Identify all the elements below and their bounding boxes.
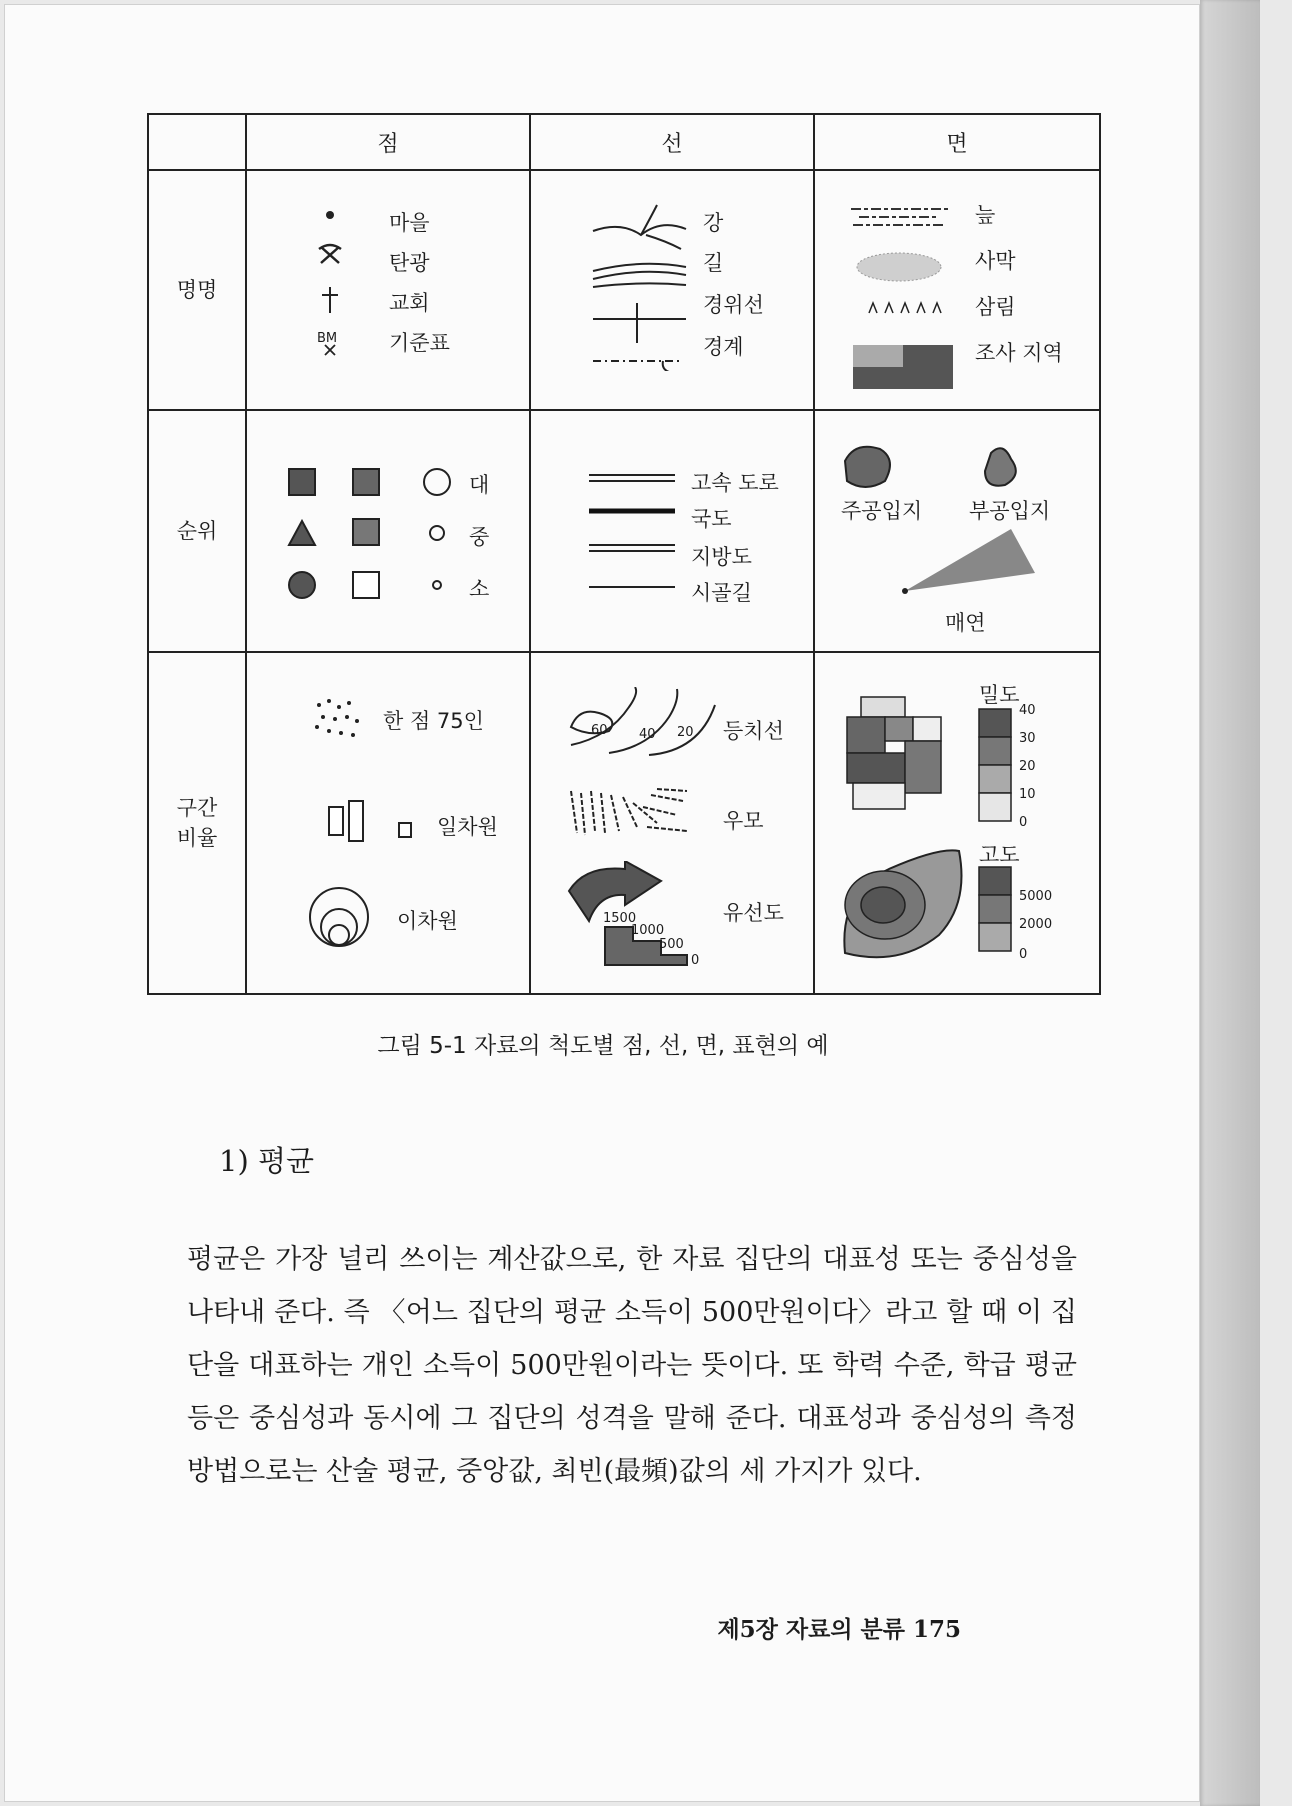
density-tick-10: 10 bbox=[1019, 787, 1036, 802]
elevation-map-icon bbox=[839, 843, 969, 963]
header-row bbox=[148, 114, 1100, 170]
row-interval-ratio bbox=[148, 652, 1100, 994]
altitude-legend-icon bbox=[977, 865, 1017, 957]
col-header-point: 점 bbox=[246, 114, 530, 170]
density-tick-0: 0 bbox=[1019, 815, 1028, 830]
flow-value-1500: 1500 bbox=[603, 911, 637, 926]
label-main-site: 주공입지 bbox=[841, 499, 923, 523]
rank-point-symbols-icon bbox=[285, 465, 455, 605]
rank-line-symbols-icon bbox=[587, 471, 677, 601]
label-country-road: 시골길 bbox=[691, 581, 752, 605]
page-footer: 제5장 자료의 분류 175 bbox=[717, 1616, 961, 1643]
label-isoline: 등치선 bbox=[723, 719, 784, 743]
altitude-tick-2000: 2000 bbox=[1019, 917, 1053, 932]
row-label-naming: 명명 bbox=[148, 170, 246, 410]
isoline-value-60: 60 bbox=[591, 723, 608, 738]
ranking-line-cell bbox=[530, 410, 814, 652]
label-river: 강 bbox=[703, 211, 724, 235]
label-flow-map: 유선도 bbox=[723, 901, 784, 925]
row-label-ratio: 비율 bbox=[176, 826, 218, 850]
label-village: 마을 bbox=[389, 211, 430, 235]
figure-caption: 그림 5-1 자료의 척도별 점, 선, 면, 표현의 예 bbox=[377, 1033, 829, 1059]
density-legend-icon bbox=[977, 707, 1017, 823]
col-header-area: 면 bbox=[814, 114, 1100, 170]
label-smoke: 매연 bbox=[945, 611, 986, 635]
ranking-point-cell bbox=[246, 410, 530, 652]
section-heading: 1) 평균 bbox=[219, 1144, 315, 1178]
interval-point-cell bbox=[246, 652, 530, 994]
altitude-tick-0: 0 bbox=[1019, 947, 1028, 962]
label-sub-site: 부공입지 bbox=[969, 499, 1051, 523]
isoline-value-20: 20 bbox=[677, 725, 694, 740]
dot-density-icon bbox=[313, 697, 363, 743]
interval-line-cell bbox=[530, 652, 814, 994]
bm-mark: BM bbox=[317, 331, 338, 346]
figure-table bbox=[147, 113, 1101, 995]
label-boundary: 경계 bbox=[703, 335, 744, 359]
hachure-icon bbox=[567, 787, 697, 841]
circle-symbol-icon bbox=[307, 885, 371, 949]
row-ranking bbox=[148, 410, 1100, 652]
label-hachure: 우모 bbox=[723, 809, 764, 833]
label-large: 대 bbox=[469, 473, 490, 497]
interval-area-cell bbox=[814, 652, 1100, 994]
choropleth-map-icon bbox=[845, 695, 955, 819]
label-road: 길 bbox=[703, 251, 724, 275]
area-symbols-icon bbox=[849, 199, 959, 389]
label-one-dot: 한 점 75인 bbox=[383, 709, 484, 733]
label-desert: 사막 bbox=[975, 249, 1016, 273]
row-label-interval: 구간 bbox=[176, 796, 218, 820]
label-two-dimension: 이차원 bbox=[397, 909, 458, 933]
label-one-dimension: 일차원 bbox=[437, 815, 498, 839]
label-medium: 중 bbox=[469, 525, 490, 549]
label-church: 교회 bbox=[389, 291, 430, 315]
flow-value-1000: 1000 bbox=[631, 923, 665, 938]
line-symbols-icon bbox=[591, 201, 691, 371]
label-mine: 탄광 bbox=[389, 251, 430, 275]
book-page bbox=[4, 4, 1200, 1802]
label-local-road: 지방도 bbox=[691, 545, 752, 569]
label-small: 소 bbox=[469, 577, 490, 601]
naming-point-cell bbox=[246, 170, 530, 410]
row-naming bbox=[148, 170, 1100, 410]
book-edge bbox=[1200, 0, 1260, 1806]
col-header-line: 선 bbox=[530, 114, 814, 170]
bar-symbol-icon bbox=[327, 799, 417, 843]
ranking-area-cell bbox=[814, 410, 1100, 652]
naming-area-cell bbox=[814, 170, 1100, 410]
body-paragraph: 평균은 가장 널리 쓰이는 계산값으로, 한 자료 집단의 대표성 또는 중심성을 나타내 준다. 즉 〈어느 집단의 평균 소득이 500만원이다〉라고 할 때 이 집단을 대표하는 개인 소득이 500만원이라는 뜻이다. 또 학력 수준, 학급 평균 등은 중심성과 동시에 그 집단의 성격을 말해 준다. 대표성과 중심성의 측정 방법으로는 산술 평균, 중앙값, 최빈(最頻)값의 세 가지가 있다. bbox=[187, 1244, 1077, 1487]
altitude-tick-5000: 5000 bbox=[1019, 889, 1053, 904]
density-tick-40: 40 bbox=[1019, 703, 1036, 718]
isoline-icon bbox=[569, 687, 729, 757]
label-benchmark: 기준표 bbox=[389, 331, 450, 355]
label-forest: 삼림 bbox=[975, 295, 1016, 319]
altitude-title: 고도 bbox=[979, 843, 1020, 867]
density-tick-30: 30 bbox=[1019, 731, 1036, 746]
label-swamp: 늪 bbox=[975, 203, 996, 227]
label-survey-area: 조사 지역 bbox=[975, 341, 1063, 365]
label-national-road: 국도 bbox=[691, 507, 732, 531]
density-tick-20: 20 bbox=[1019, 759, 1036, 774]
row-label-ranking: 순위 bbox=[148, 410, 246, 652]
flow-value-0: 0 bbox=[691, 953, 700, 968]
corner-cell bbox=[148, 114, 246, 170]
isoline-value-40: 40 bbox=[639, 727, 656, 742]
naming-line-cell bbox=[530, 170, 814, 410]
label-gridline: 경위선 bbox=[703, 293, 764, 317]
row-label-interval-ratio bbox=[148, 652, 246, 994]
flow-value-500: 500 bbox=[659, 937, 684, 952]
label-expressway: 고속 도로 bbox=[691, 471, 779, 495]
density-title: 밀도 bbox=[979, 683, 1020, 707]
